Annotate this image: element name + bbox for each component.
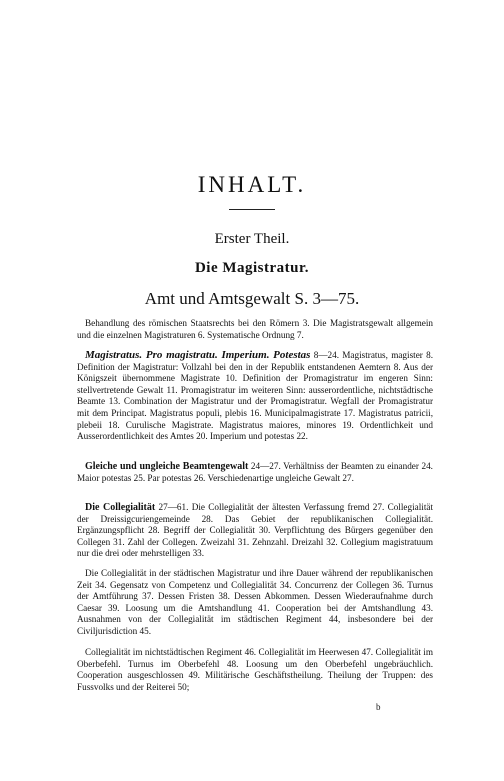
toc-paragraph-beamtengewalt — [77, 461, 433, 484]
title-divider — [229, 209, 275, 210]
signature-mark: b — [376, 702, 381, 712]
toc-paragraph-nichtstaedtisch: Collegialität im nichtstädtischen Regiment 46. Collegialität im Heerwesen 47. Collegialität im Oberbefehl. Turnus im Oberbefehl 48. Loosung um den Oberbefehl ungebräuchlich. Cooperation ausgeschlossen 49. Militärische Geschäftstheilung. Theilung der Truppen: des Fussvolks und der Reiterei 50; — [77, 647, 433, 692]
toc-paragraph-staedtisch: Die Collegialität in der städtischen Magistratur und ihre Dauer während der republikanischen Zeit 34. Gegensatz von Competenz und Collegialität 34. Concurrenz der Collegen 36. Turnus der Amtführung 37. Dessen Fristen 38. Dessen Abkommen. Dessen Wiederaufnahme durch Caesar 39. Loosung um die Amtshandlung 41. Cooperation bei der Amtshandlung 43. Ausnahmen von der Collegialität im städtischen Regiment 44, insbesondere bei der Civiljurisdiction 45. — [77, 568, 433, 636]
section-range: Amt und Amtsgewalt S. 3—75. — [144, 289, 360, 308]
toc-paragraph-intro: Behandlung des römischen Staatsrechts bei den Römern 3. Die Magistratsgewalt allgemein und die einzelnen Magistraturen 6. Systematische Ordnung 7. — [77, 318, 433, 340]
part-heading: Erster Theil. — [214, 231, 290, 247]
toc-paragraph-collegialitaet — [77, 502, 433, 560]
toc-body-magistratus: 8—24. Magistratus, magister 8. Definition der Magistratur: Vollzahl bei den in der Republik entstandenen Aemtern 8. Aus der Königszeit übernommene Magistrate 10. Definition der Promagistratur im engeren Sinn: stellvertretende Gewalt 11. Promagistratur im weiteren Sinn: ausserordentliche, nichtstädtische Beamte 13. Combination der Magistratur und der Promagistratur. Wegfall der Promagistratur mit dem Principat. Magistratus populi, plebis 16. Municipalmagistrate 17. Magistratus patricii, plebeii 18. Curulische Magistrate. Magistratus maiores, minores 19. Ordentlichkeit und Ausserordentlichkeit des Amtes 20. Imperium und potestas 22. — [77, 350, 433, 442]
toc-body-collegialitaet: 27—61. Die Collegialität der ältesten Verfassung fremd 27. Collegialität der Dreissigcuriengemeinde 28. Das Gebiet der republikanischen Collegialität. Ergänzungspflicht 28. Begriff der Collegialität 30. Verpflichtung des Bürgers gegenüber den Collegen 31. Zahl der Collegen. Zweizahl 31. Zehnzahl. Dreizahl 32. Collegium magistratuum nur die drei oder mehrstelligen 33. — [77, 502, 433, 559]
toc-lead-collegialitaet: Die Collegialität — [85, 502, 156, 513]
toc-body-beamtengewalt: 24—27. Verhältniss der Beamten zu einander 24. Maior potestas 25. Par potestas 26. Verschiedenartige ungleiche Gewalt 27. — [77, 461, 433, 483]
toc-lead-beamtengewalt: Gleiche und ungleiche Beamtengewalt — [85, 461, 249, 472]
page-title: INHALT. — [197, 172, 307, 197]
section-heading: Die Magistratur. — [194, 260, 310, 276]
toc-paragraph-magistratus — [77, 350, 433, 443]
toc-lead-magistratus: Magistratus. Pro magistratu. Imperium. Potestas — [85, 349, 311, 361]
